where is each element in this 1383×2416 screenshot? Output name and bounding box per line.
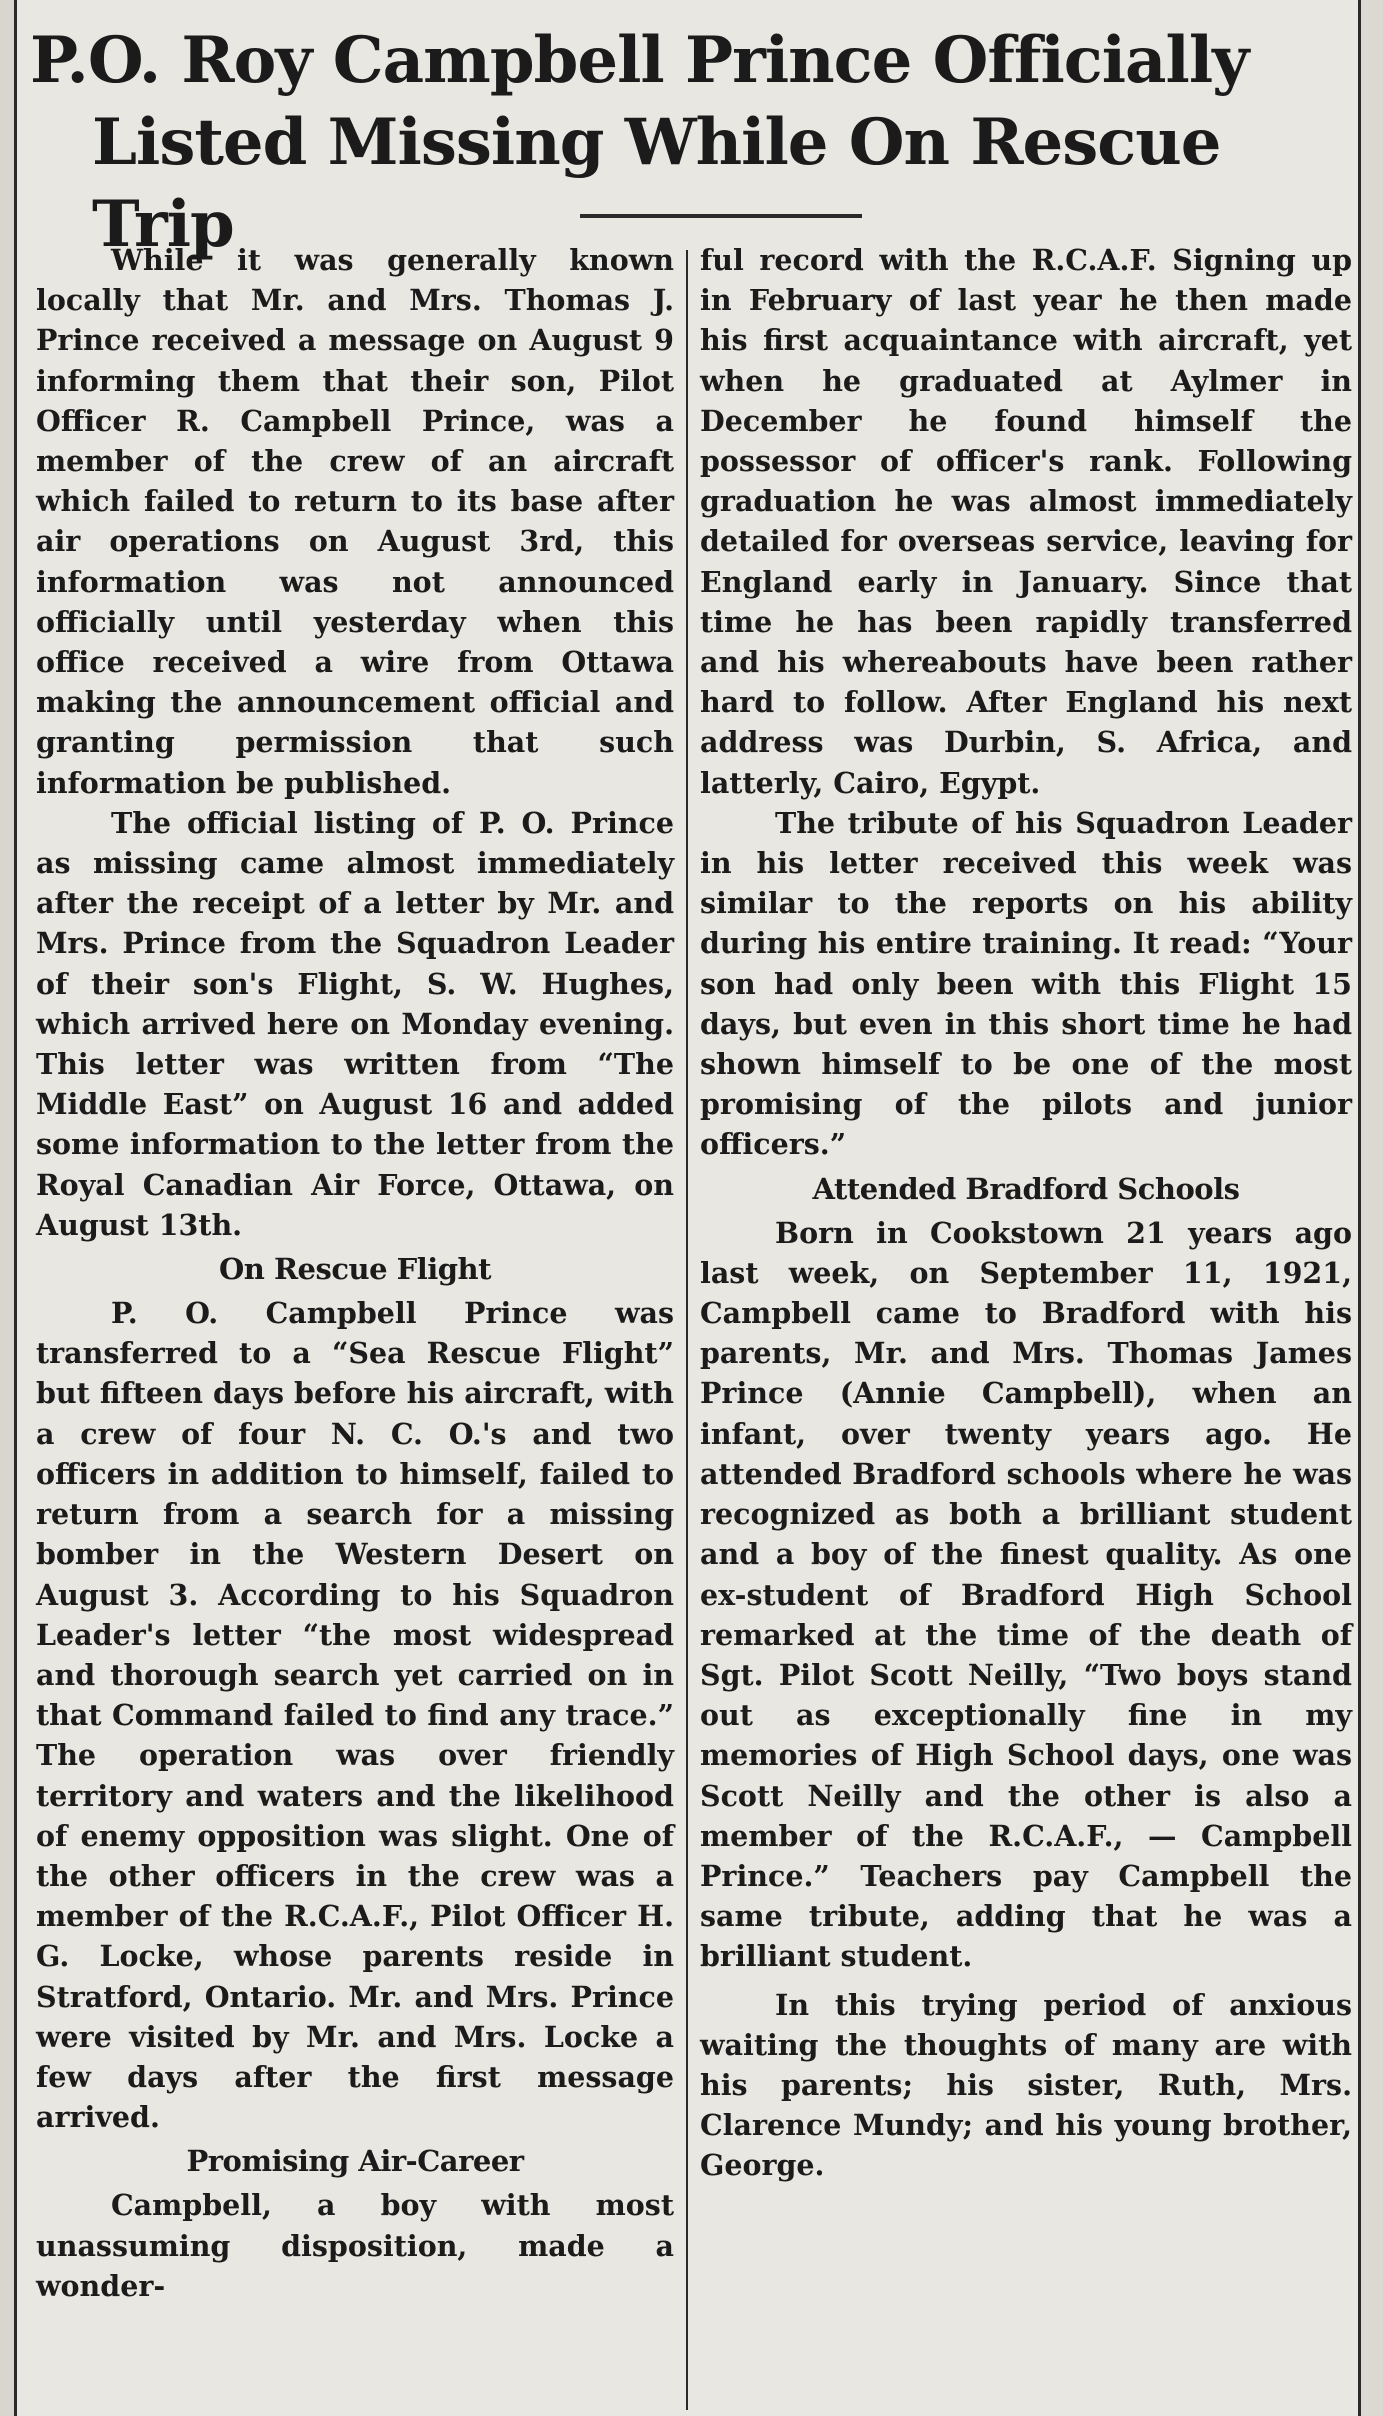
paragraph: ful record with the R.C.A.F. Signing up in February of last year he then made his first acquaintance with aircraft, yet when he graduated at Aylmer in December he found himself the possessor of officer's rank. Following graduation he was almost immediately detailed for overseas service, leaving for England early in January. Since that time he has been rapidly transferred and his whereabouts have been rather hard to follow. After England his next address was Durbin, S. Africa, and latterly, Cairo, Egypt. [700,243,1352,800]
subheading-air-career: Promising Air-Career [186,2144,524,2179]
right-border-rule [1358,0,1361,2416]
article-column-1 [36,240,674,2306]
column-divider [686,250,688,2410]
paragraph: Born in Cookstown 21 years ago last week, on September 11, 1921, Campbell came to Bradford with his parents, Mr. and Mrs. Thomas James Prince (Annie Campbell), when an infant, over twenty years ago. He attended Bradford schools where he was recognized as both a brilliant student and a boy of the finest quality. As one ex-student of Bradford High School remarked at the time of the death of Sgt. Pilot Scott Neilly, “Two boys stand out as exceptionally fine in my memories of High School days, one was Scott Neilly and the other is also a member of the R.C.A.F., — Campbell Prince.” Teachers pay Campbell the same tribute, adding that he was a brilliant student. [700,1215,1352,1974]
paragraph: The tribute of his Squadron Leader in his letter received this week was similar to the reports on his ability during his entire training. It read: “Your son had only been with this Flight 15 days, but even in this short time he had shown himself to be one of the most promising of the pilots and junior officers.” [700,805,1352,1162]
right-page-edge [1358,0,1383,2416]
paragraph: The official listing of P. O. Prince as missing came almost immediately after the receipt of a letter by Mr. and Mrs. Prince from the Squadron Leader of their son's Flight, S. W. Hughes, which arrived here on Monday evening. This letter was written from “The Middle East” on August 16 and added some information to the letter from the Royal Canadian Air Force, Ottawa, on August 13th. [36,805,674,1242]
left-border-rule [14,0,17,2416]
paragraph: Campbell, a boy with most unassuming disposition, made a wonder- [36,2188,674,2303]
subheading-bradford-schools: Attended Bradford Schools [812,1171,1240,1206]
paragraph: In this trying period of anxious waiting the thoughts of many are with his parents; his sister, Ruth, Mrs. Clarence Mundy; and his young brother, George. [700,1987,1352,2183]
headline-line-1: P.O. Roy Campbell Prince Officially [30,23,1249,98]
paragraph: While it was generally known locally that Mr. and Mrs. Thomas J. Prince received a message on August 9 informing them that their son, Pilot Officer R. Campbell Prince, was a member of the crew of an aircraft which failed to return to its base after air operations on August 3rd, this information was not announced officially until yesterday when this office received a wire from Ottawa making the announcement official and granting permission that such information be published. [36,243,674,800]
headline-line-2: Listed Missing While On Rescue Trip [92,105,1221,262]
subheading-rescue-flight: On Rescue Flight [219,1252,491,1287]
article-column-2 [700,240,1352,2186]
paragraph: P. O. Campbell Prince was transferred to a “Sea Rescue Flight” but fifteen days before his aircraft, with a crew of four N. C. O.'s and two officers in addition to himself, failed to return from a search for a missing bomber in the Western Desert on August 3. According to his Squadron Leader's letter “the most widespread and thorough search yet carried on in that Command failed to find any trace.” The operation was over friendly territory and waters and the likelihood of enemy opposition was slight. One of the other officers in the crew was a member of the R.C.A.F., Pilot Officer H. G. Locke, whose parents reside in Stratford, Ontario. Mr. and Mrs. Prince were visited by Mr. and Mrs. Locke a few days after the first message arrived. [36,1296,674,2135]
headline [30,20,1360,266]
left-page-edge [0,0,14,2416]
